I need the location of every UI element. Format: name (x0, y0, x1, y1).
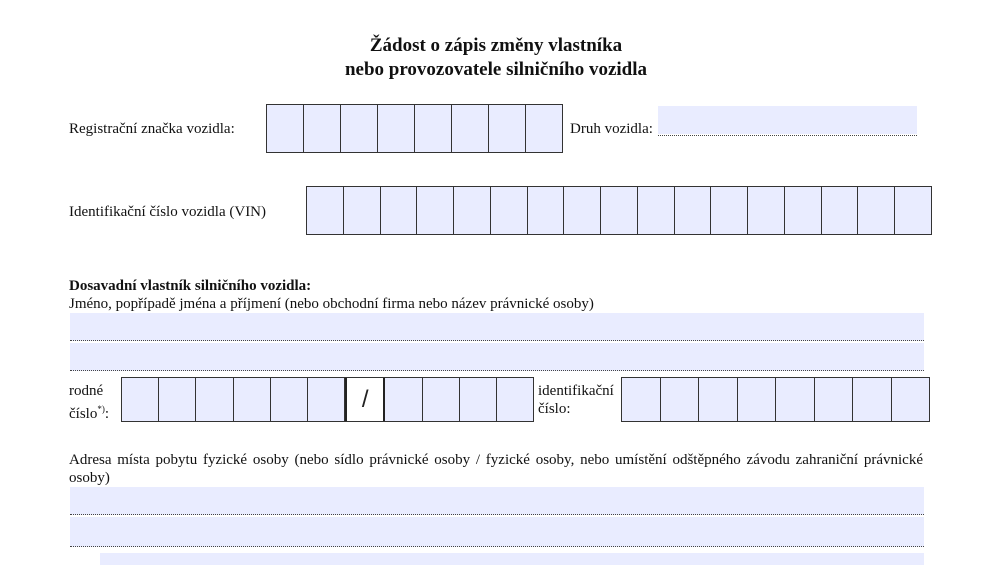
registration-plate-label: Registrační značka vozidla: (69, 121, 235, 137)
form-title-line2: nebo provozovatele silničního vozidla (344, 59, 648, 80)
registration-plate-cell[interactable] (489, 105, 526, 152)
birth-number-cell[interactable] (385, 378, 422, 421)
address-label-line1: Adresa místa pobytu fyzické osoby (nebo sídlo právnické osoby / fyzické osoby, nebo umístění odštěpného závodu zahraniční právnické (69, 452, 923, 468)
vin-cell[interactable] (675, 187, 712, 234)
registration-plate-cell[interactable] (415, 105, 452, 152)
name-line-2[interactable] (70, 343, 924, 371)
birth-number-label-colon: : (104, 406, 110, 422)
previous-owner-heading: Dosavadní vlastník silničního vozidla: (69, 278, 312, 294)
vin-cell[interactable] (638, 187, 675, 234)
vehicle-type-dotted-line (658, 135, 917, 136)
id-number-label-line1: identifikační (538, 383, 614, 399)
name-label: Jméno, popřípadě jména a příjmení (nebo obchodní firma nebo název právnické osoby) (69, 296, 594, 312)
registration-plate-cell[interactable] (378, 105, 415, 152)
birth-number-cell[interactable] (234, 378, 271, 421)
id-number-cell[interactable] (892, 378, 930, 421)
birth-number-cell[interactable] (159, 378, 196, 421)
registration-plate-cell[interactable] (304, 105, 341, 152)
vin-cell[interactable] (601, 187, 638, 234)
vehicle-type-field[interactable] (658, 106, 917, 134)
id-number-cell[interactable] (699, 378, 738, 421)
vin-cell[interactable] (822, 187, 859, 234)
birth-number-cell[interactable] (271, 378, 308, 421)
address-line-1[interactable] (70, 487, 924, 515)
id-number-label-line2: číslo: (538, 401, 571, 417)
name-line-2-dots (70, 370, 924, 371)
vin-cell[interactable] (564, 187, 601, 234)
birth-number-cell[interactable] (423, 378, 460, 421)
id-number-cell[interactable] (622, 378, 661, 421)
name-line-1-dots (70, 340, 924, 341)
birth-number-label-line2 (69, 400, 109, 423)
birth-number-separator-cell: / (345, 378, 385, 421)
address-line-2[interactable] (70, 517, 924, 547)
id-number-input[interactable] (621, 377, 930, 422)
id-number-cell[interactable] (738, 378, 777, 421)
vin-cell[interactable] (417, 187, 454, 234)
id-number-cell[interactable] (815, 378, 854, 421)
birth-number-footnote: *) (97, 404, 105, 414)
vin-cell[interactable] (858, 187, 895, 234)
address-line-1-dots (70, 514, 924, 515)
vin-cell[interactable] (454, 187, 491, 234)
birth-number-input[interactable] (121, 377, 534, 422)
id-number-cell[interactable] (661, 378, 700, 421)
birth-number-cell[interactable] (122, 378, 159, 421)
vin-cell[interactable] (381, 187, 418, 234)
id-number-cell[interactable] (853, 378, 892, 421)
birth-number-label-text: číslo (69, 406, 98, 422)
registration-plate-cell[interactable] (267, 105, 304, 152)
next-field-partial[interactable] (100, 553, 924, 565)
birth-number-cell[interactable] (308, 378, 345, 421)
vin-cell[interactable] (344, 187, 381, 234)
vin-cell[interactable] (307, 187, 344, 234)
vin-input[interactable] (306, 186, 932, 235)
form-title-line1: Žádost o zápis změny vlastníka (369, 35, 623, 56)
registration-plate-cell[interactable] (452, 105, 489, 152)
birth-number-cell[interactable] (196, 378, 233, 421)
vin-cell[interactable] (785, 187, 822, 234)
name-line-1[interactable] (70, 313, 924, 341)
birth-number-label-line1: rodné (69, 383, 104, 399)
vin-cell[interactable] (528, 187, 565, 234)
vin-cell[interactable] (748, 187, 785, 234)
birth-number-cell[interactable] (460, 378, 497, 421)
vin-cell[interactable] (711, 187, 748, 234)
registration-plate-cell[interactable] (526, 105, 562, 152)
vin-label: Identifikační číslo vozidla (VIN) (69, 204, 267, 220)
address-line-2-dots (70, 546, 924, 547)
registration-plate-input[interactable] (266, 104, 563, 153)
vin-cell[interactable] (895, 187, 931, 234)
vin-cell[interactable] (491, 187, 528, 234)
id-number-cell[interactable] (776, 378, 815, 421)
address-label-line2: osoby) (69, 470, 110, 486)
birth-number-cell[interactable] (497, 378, 533, 421)
vehicle-type-label: Druh vozidla: (570, 121, 653, 137)
registration-plate-cell[interactable] (341, 105, 378, 152)
